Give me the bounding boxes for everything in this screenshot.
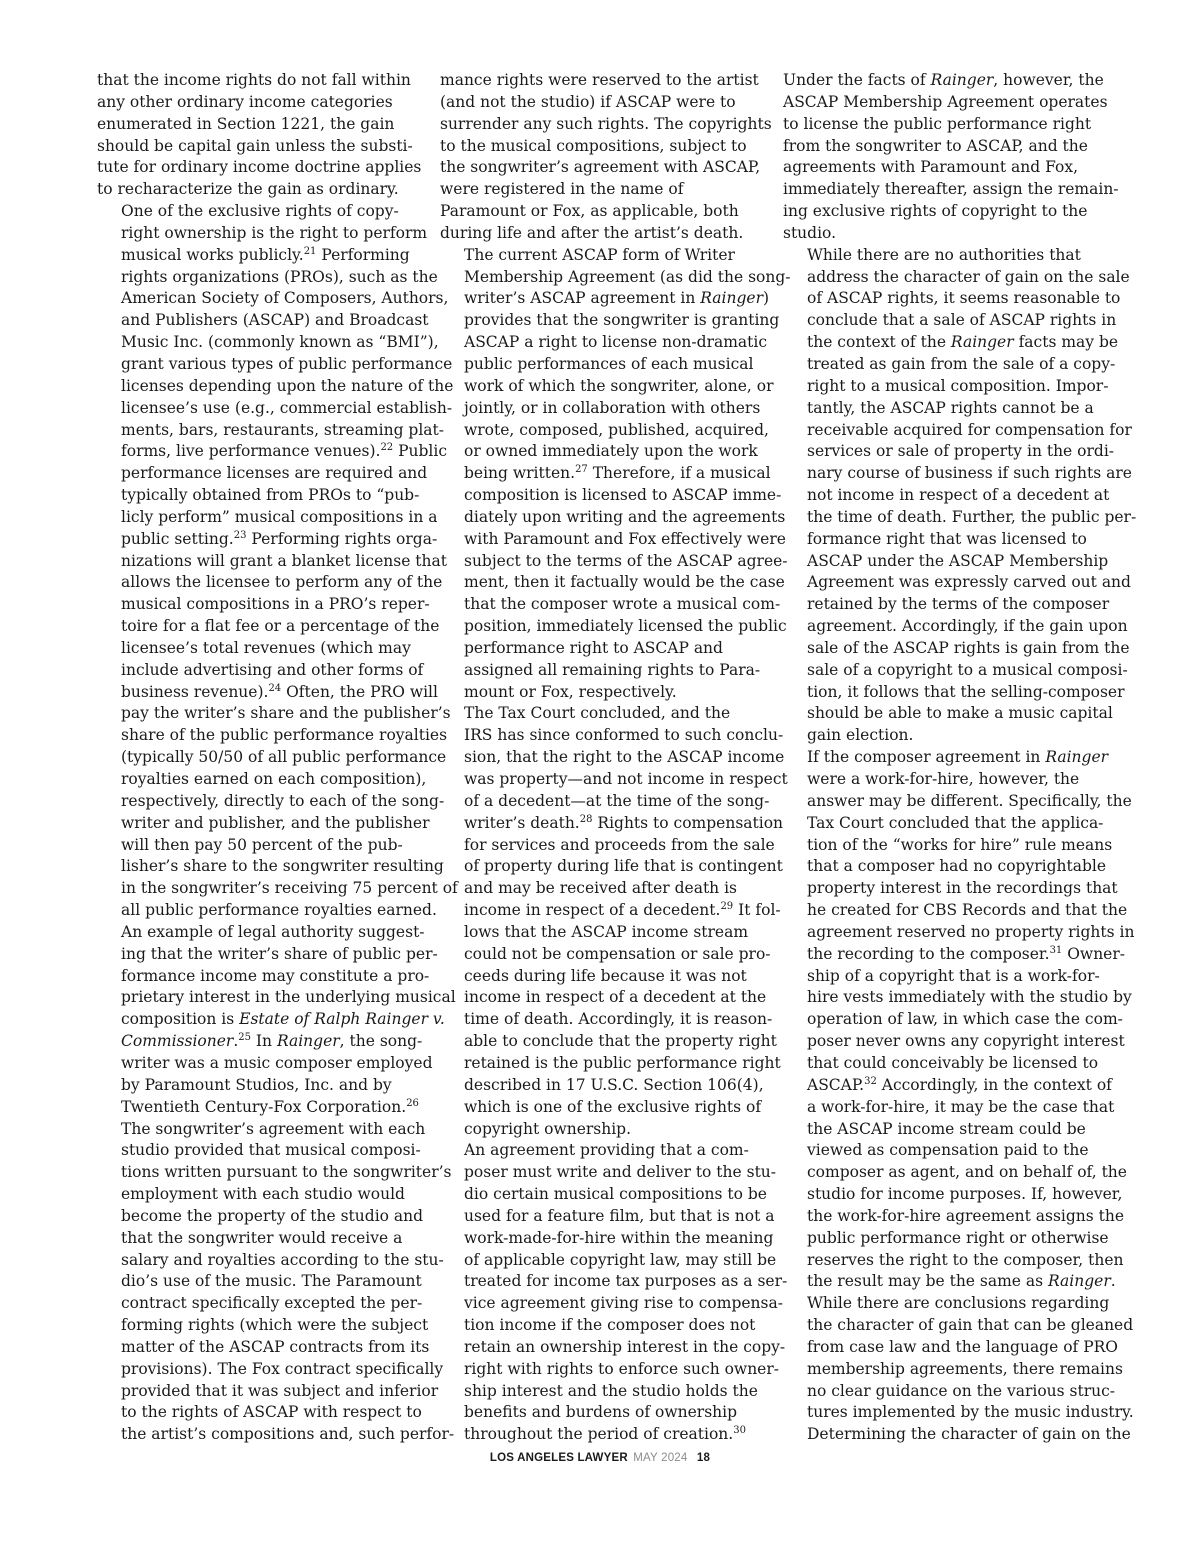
text-line: mount or Fox, respectively. [464,682,677,701]
text-line: should be able to make a music capital [807,704,1113,723]
text-line: membership agreements, there remains [807,1359,1123,1378]
text-line: the character of gain that can be gleaned [807,1316,1134,1335]
text-line: to license the public performance right [783,114,1092,133]
text-line: ASCAP a right to license non-dramatic [464,333,768,352]
text-line: employment with each studio would [121,1185,405,1204]
paragraph [783,747,1135,1293]
text-line: retained by the terms of the composer [807,595,1110,614]
text-line: provides that the songwriter is granting [464,311,780,330]
paragraph [97,922,456,1446]
text-line: Agreement was expressly carved out and [807,573,1131,592]
text-line: the recording to the composer.$^{31}$ Owner- [807,944,1126,963]
text-line: performance licenses are required and [121,464,428,483]
text-line: receivable acquired for compensation for [807,420,1132,439]
text-column-2 [440,70,791,1446]
text-line: retained is the public performance right [464,1053,781,1072]
text-line: writer’s death.$^{28}$ Rights to compensation [464,813,784,832]
text-line: The current ASCAP form of Writer [464,245,735,264]
text-line: sale of a copyright to a musical composi- [807,660,1128,679]
text-line: subject to the terms of the ASCAP agree- [464,551,788,570]
text-line: (and not the studio) if ASCAP were to [440,92,736,111]
text-line: While there are conclusions regarding [807,1294,1110,1313]
text-line: Membership Agreement (as did the song- [464,267,791,286]
text-line: contract specifically excepted the per- [121,1294,423,1313]
text-line: respectively, directly to each of the song- [121,791,445,810]
text-line: were a work-for-hire, however, the [807,770,1080,788]
text-line: licensee’s total revenues (which may [121,638,411,657]
text-line: in the songwriter’s receiving 75 percent of [121,879,458,898]
text-line: forming rights (which were the subject [121,1316,429,1335]
text-line: to the musical compositions, subject to [440,136,747,155]
text-line: of property during life that is contingent [464,857,783,876]
text-line: Under the facts of Rainger, however, the [783,71,1104,89]
text-line: pay the writer’s share and the publisher’s [121,704,451,723]
text-line: dio certain musical compositions to be [464,1185,767,1204]
text-line: agreement. Accordingly, if the gain upon [807,617,1128,636]
text-line: right ownership is the right to perform [121,223,428,242]
text-line: writer and publisher, and the publisher [121,813,430,832]
text-line: matter of the ASCAP contracts from its [121,1337,430,1356]
text-line: tantly, the ASCAP rights cannot be a [807,398,1094,417]
text-line: ceeds during life because it was not [464,966,747,985]
text-line: nizations will grant a blanket license that [121,551,447,570]
text-line: retain an ownership interest in the copy- [464,1337,786,1356]
text-line: from the songwriter to ASCAP, and the [783,136,1088,155]
text-line: from case law and the language of PRO [807,1337,1119,1356]
text-line: licensee’s use (e.g., commercial establish- [121,398,453,417]
text-line: a work-for-hire, it may be the case that [807,1097,1115,1116]
text-line: ASCAP.$^{32}$ Accordingly, in the context of [807,1075,1112,1094]
text-line: viewed as compensation paid to the [807,1141,1089,1160]
text-line: reserves the right to the composer, then [807,1250,1124,1269]
text-line: lows that the ASCAP income stream [464,922,749,941]
text-line: for services and proceeds from the sale [464,835,775,854]
paragraph [440,245,791,704]
text-line: of applicable copyright law, may still be [464,1250,777,1269]
text-line: right to a musical composition. Impor- [807,376,1109,395]
text-line: writer was a music composer employed [121,1053,433,1072]
text-line: tion, it follows that the selling-composer [807,682,1125,701]
text-line: Commissioner.$^{25}$ In Rainger, the song- [121,1031,423,1051]
text-line: of ASCAP rights, it seems reasonable to [807,289,1121,308]
text-line: wrote, composed, published, acquired, [464,420,769,439]
text-line: American Society of Composers, Authors, [121,289,449,308]
text-line: time of death. Accordingly, it is reason- [464,1010,773,1029]
text-line: composition is licensed to ASCAP imme- [464,486,782,505]
text-line: immediately thereafter, assign the remain- [783,180,1119,199]
text-line: licenses depending upon the nature of the [121,376,454,395]
text-line: writer’s ASCAP agreement in Rainger) [464,289,770,308]
text-line: that the income rights do not fall within [97,71,411,89]
text-line: The songwriter’s agreement with each [121,1119,426,1138]
text-line: Twentieth Century-Fox Corporation.$^{26}$ [121,1097,419,1116]
text-line: provided that it was subject and inferior [121,1381,439,1400]
text-line: property interest in the recordings that [807,879,1118,898]
text-line: sion, that the right to the ASCAP income [464,748,785,767]
text-line: answer may be different. Specifically, the [807,791,1132,810]
text-line: the songwriter’s agreement with ASCAP, [440,158,761,177]
paragraph [783,70,1119,245]
paragraph [440,70,772,245]
text-line: any other ordinary income categories [97,92,393,111]
text-line: ments, bars, restaurants, streaming plat- [121,420,445,439]
text-line: the context of the Rainger facts may be [807,333,1119,352]
text-line: composer as agent, and on behalf of, the [807,1163,1127,1182]
text-line: gain election. [807,726,914,745]
text-line: throughout the period of creation.$^{30}$ [464,1425,746,1444]
publication-name: LOS ANGELES LAWYER [489,1452,628,1464]
text-line: conclude that a sale of ASCAP rights in [807,311,1117,330]
text-line: he created for CBS Records and that the [807,901,1128,920]
text-line: agreement reserved no property rights in [807,922,1135,941]
paragraph [783,1293,1134,1446]
text-line: assigned all remaining rights to Para- [464,660,761,679]
text-line: mance rights were reserved to the artist [440,71,759,89]
text-line: which is one of the exclusive rights of [464,1097,762,1116]
text-line: tion of the “works for hire” rule means [807,835,1113,854]
text-line: ASCAP under the ASCAP Membership [807,551,1109,570]
text-line: ship interest and the studio holds the [464,1381,758,1400]
text-line: that the composer wrote a musical com- [464,595,781,614]
text-line: work-made-for-hire within the meaning [464,1228,774,1247]
text-line: enumerated in Section 1221, the gain [97,114,395,133]
text-line: IRS has since conformed to such conclu- [464,726,784,745]
text-line: work of which the songwriter, alone, or [464,376,774,395]
text-line: rights organizations (PROs), such as the [121,267,438,286]
text-line: agreements with Paramount and Fox, [783,158,1078,177]
text-line: tute for ordinary income doctrine applies [97,158,422,177]
text-line: allows the licensee to perform any of the [121,573,443,592]
text-line: copyright ownership. [464,1119,632,1138]
text-line: tures implemented by the music industry. [807,1403,1134,1422]
text-line: nary course of business if such rights are [807,464,1132,483]
text-line: ing that the writer’s share of public per- [121,944,438,963]
text-line: operation of law, in which case the com- [807,1010,1123,1029]
text-line: by Paramount Studios, Inc. and by [121,1075,392,1094]
text-line: with Paramount and Fox effectively were [464,529,786,548]
text-line: the artist’s compositions and, such perfor- [121,1425,455,1444]
text-line: musical compositions in a PRO’s reper- [121,595,430,614]
text-line: royalties earned on each composition), [121,770,427,788]
text-line: the result may be the same as Rainger. [807,1272,1116,1291]
paragraph [97,70,421,201]
text-line: right with rights to enforce such owner- [464,1359,780,1378]
paragraph [97,201,458,922]
text-line: While there are no authorities that [807,245,1081,264]
text-line: studio provided that musical composi- [121,1141,421,1160]
text-line: grant various types of public performance [121,354,453,373]
text-line: described in 17 U.S.C. Section 106(4), [464,1075,764,1094]
text-line: used for a feature film, but that is not a [464,1206,775,1225]
text-line: that could conceivably be licensed to [807,1053,1099,1072]
text-line: licly perform” musical compositions in a [121,507,438,526]
text-line: sale of the ASCAP rights is gain from the [807,638,1130,657]
text-line: income in respect of a decedent at the [464,988,767,1007]
text-line: formance income may constitute a pro- [121,966,430,985]
text-line: ing exclusive rights of copyright to the [783,202,1088,221]
text-line: jointly, or in collaboration with others [464,398,761,417]
text-line: the time of death. Further, the public per- [807,507,1137,526]
text-line: treated for income tax purposes as a ser- [464,1272,788,1291]
text-line: all public performance royalties earned. [121,901,437,920]
text-line: poser never owns any copyright interest [807,1032,1125,1051]
text-line: The Tax Court concluded, and the [464,704,731,723]
text-line: to recharacterize the gain as ordinary. [97,180,399,199]
text-line: ASCAP Membership Agreement operates [783,92,1108,111]
text-line: include advertising and other forms of [121,660,424,679]
text-line: or owned immediately upon the work [464,442,758,461]
text-line: that a composer had no copyrightable [807,857,1107,876]
text-line: hire vests immediately with the studio by [807,988,1132,1007]
text-line: able to conclude that the property right [464,1032,777,1051]
text-line: should be capital gain unless the substi- [97,136,413,155]
text-line: Music Inc. (commonly known as “BMI”), [121,333,439,352]
text-line: surrender any such rights. The copyrights [440,114,772,133]
text-line: during life and after the artist’s death. [440,223,744,242]
text-line: If the composer agreement in Rainger [807,748,1109,767]
text-line: forms, live performance venues).$^{22}$ Public [121,442,448,461]
text-line: not income in respect of a decedent at [807,486,1110,505]
text-line: vice agreement giving rise to compensa- [464,1294,783,1313]
text-line: musical works publicly.$^{21}$ Performing [121,245,410,264]
text-line: studio. [783,223,837,242]
text-line: lisher’s share to the songwriter resulting [121,857,444,876]
text-line: dio’s use of the music. The Paramount [121,1272,422,1291]
text-line: that the songwriter would receive a [121,1228,403,1247]
text-line: public performances of each musical [464,354,754,373]
text-line: An agreement providing that a com- [464,1141,749,1160]
text-line: no clear guidance on the various struc- [807,1381,1116,1400]
text-line: ship of a copyright that is a work-for- [807,966,1100,985]
issue-date: MAY 2024 [633,1452,688,1464]
text-line: could not be compensation or sale pro- [464,944,771,963]
paragraph [783,245,1137,747]
text-line: provisions). The Fox contract specifically [121,1359,444,1378]
text-line: and Publishers (ASCAP) and Broadcast [121,311,429,330]
text-line: public performance right or otherwise [807,1228,1109,1247]
text-line: studio for income purposes. If, however, [807,1185,1123,1204]
text-line: ment, then it factually would be the case [464,573,785,592]
text-line: treated as gain from the sale of a copy- [807,354,1116,373]
text-column-1 [97,70,458,1446]
text-line: was property—and not income in respect [464,770,788,788]
text-line: One of the exclusive rights of copy- [121,202,399,221]
text-line: being written.$^{27}$ Therefore, if a musical [464,464,771,483]
text-line: performance right to ASCAP and [464,638,723,657]
text-line: were registered in the name of [440,180,684,199]
text-line: of a decedent—at the time of the song- [464,791,770,810]
text-line: diately upon writing and the agreements [464,507,786,526]
text-line: public setting.$^{23}$ Performing rights orga- [121,529,438,548]
page-footer [0,1452,1200,1464]
text-line: the ASCAP income stream could be [807,1119,1086,1138]
page-number: 18 [696,1452,711,1464]
text-line: Paramount or Fox, as applicable, both [440,202,739,221]
text-line: Tax Court concluded that the applica- [807,813,1104,832]
paragraph [440,703,788,1140]
text-line: tion income if the composer does not [464,1316,756,1335]
text-line: poser must write and deliver to the stu- [464,1163,777,1182]
text-line: become the property of the studio and [121,1206,424,1225]
text-line: toire for a flat fee or a percentage of the [121,617,440,636]
text-line: An example of legal authority suggest- [121,922,425,941]
text-line: formance right that was licensed to [807,529,1087,548]
text-line: will then pay 50 percent of the pub- [121,835,403,854]
text-line: address the character of gain on the sale [807,267,1130,286]
text-line: composition is Estate of Ralph Rainger v. [121,1010,445,1029]
text-line: tions written pursuant to the songwriter’s [121,1163,452,1182]
text-line: prietary interest in the underlying musical [121,988,456,1007]
text-line: services or sale of property in the ordi- [807,442,1115,461]
text-line: (typically 50/50 of all public performance [121,748,447,767]
text-line: position, immediately licensed the public [464,617,787,636]
text-line: salary and royalties according to the stu- [121,1250,444,1269]
text-line: and may be received after death is [464,879,737,898]
text-line: Determining the character of gain on the [807,1425,1131,1444]
text-line: share of the public performance royalties [121,726,448,745]
text-line: to the rights of ASCAP with respect to [121,1403,422,1422]
text-line: typically obtained from PROs to “pub- [121,486,420,505]
paragraph [440,1140,788,1446]
text-column-3 [783,70,1137,1446]
text-line: business revenue).$^{24}$ Often, the PRO will [121,682,438,701]
text-line: the work-for-hire agreement assigns the [807,1206,1125,1225]
text-line: benefits and burdens of ownership [464,1403,738,1422]
text-line: income in respect of a decedent.$^{29}$ It fol- [464,900,781,920]
